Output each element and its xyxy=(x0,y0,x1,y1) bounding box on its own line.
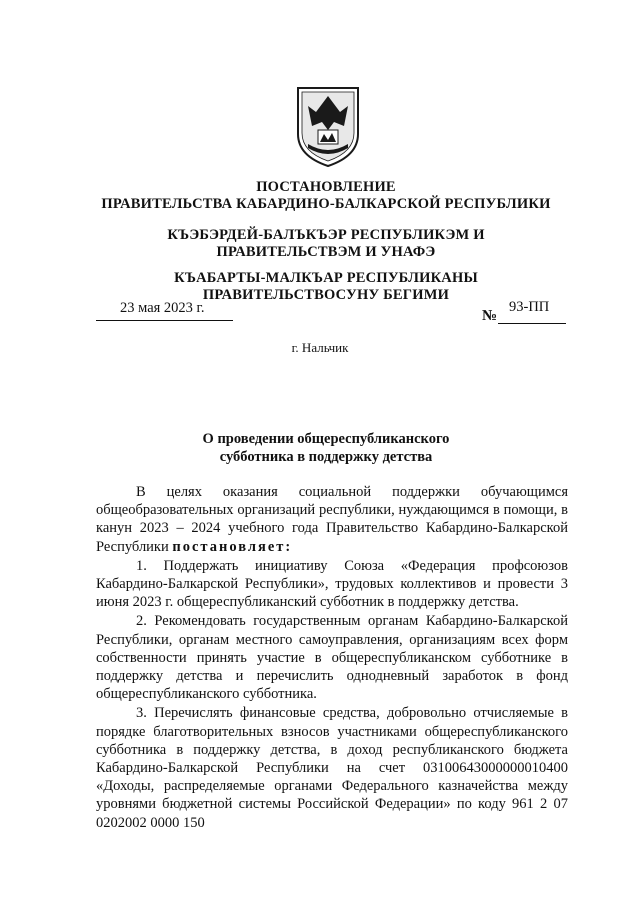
document-body xyxy=(96,483,568,833)
decree-word: постановляет: xyxy=(172,538,293,555)
city: г. Нальчик xyxy=(291,340,349,355)
title-line-2: субботника в поддержку детства xyxy=(219,449,433,465)
intro-text: В целях оказания социальной поддержки обучающимся общеобразовательных организаций республики, нуждающимся в помощи, в канун 2023 – 2024 учебного года Правительство Кабардино-Балкарской Республики xyxy=(96,484,568,555)
number-underline xyxy=(498,323,566,324)
header-balkar: КЪАБАРТЫ-МАЛКЪАР РЕСПУБЛИКАНЫ ПРАВИТЕЛЬСТВОСУНУ БЕГИМИ xyxy=(174,270,478,303)
title-line-1: О проведении общереспубликанского xyxy=(202,431,450,447)
header-kabardian: КЪЭБЭРДЕЙ-БАЛЪКЪЭР РЕСПУБЛИКЭМ И ПРАВИТЕЛЬСТВЭМ И УНАФЭ xyxy=(167,227,485,260)
date-underline xyxy=(96,320,233,321)
paragraph-3: 3. Перечислять финансовые средства, добровольно отчисляемые в порядке благотворительных взносов участниками общереспубликанского субботника в поддержку детства, в доход республиканского бюджета Кабардино-Балкарской Республики на счет 03100643000000010400 «Доходы, распределяемые органами Федерального казначейства между уровнями бюджетной системы Российской Федерации» по коду 961 2 07 0202002 0000 150 xyxy=(96,705,568,831)
intro-paragraph xyxy=(96,483,568,556)
document-number: 93-ПП xyxy=(509,299,550,315)
document-date: 23 мая 2023 г. xyxy=(120,300,205,316)
paragraph-1: 1. Поддержать инициативу Союза «Федерация профсоюзов Кабардино-Балкарской Республики», трудовых коллективов и провести 3 июня 2023 г. общереспубликанский субботник в поддержку детства. xyxy=(96,557,568,611)
header-line-1: ПОСТАНОВЛЕНИЕ xyxy=(256,179,396,195)
header-line-2: ПРАВИТЕЛЬСТВА КАБАРДИНО-БАЛКАРСКОЙ РЕСПУБЛИКИ xyxy=(101,196,551,212)
document-title xyxy=(96,430,556,466)
paragraph-2: 2. Рекомендовать государственным органам Кабардино-Балкарской Республики, органам местного самоуправления, организациям всех форм собственности принять участие в общереспубликанском субботнике в поддержку детства и перечислить однодневный заработок в фонд общереспубликанского субботника. xyxy=(96,613,568,703)
coat-of-arms-icon xyxy=(294,82,362,168)
number-label: № xyxy=(482,308,498,324)
document-header-russian xyxy=(96,179,556,213)
